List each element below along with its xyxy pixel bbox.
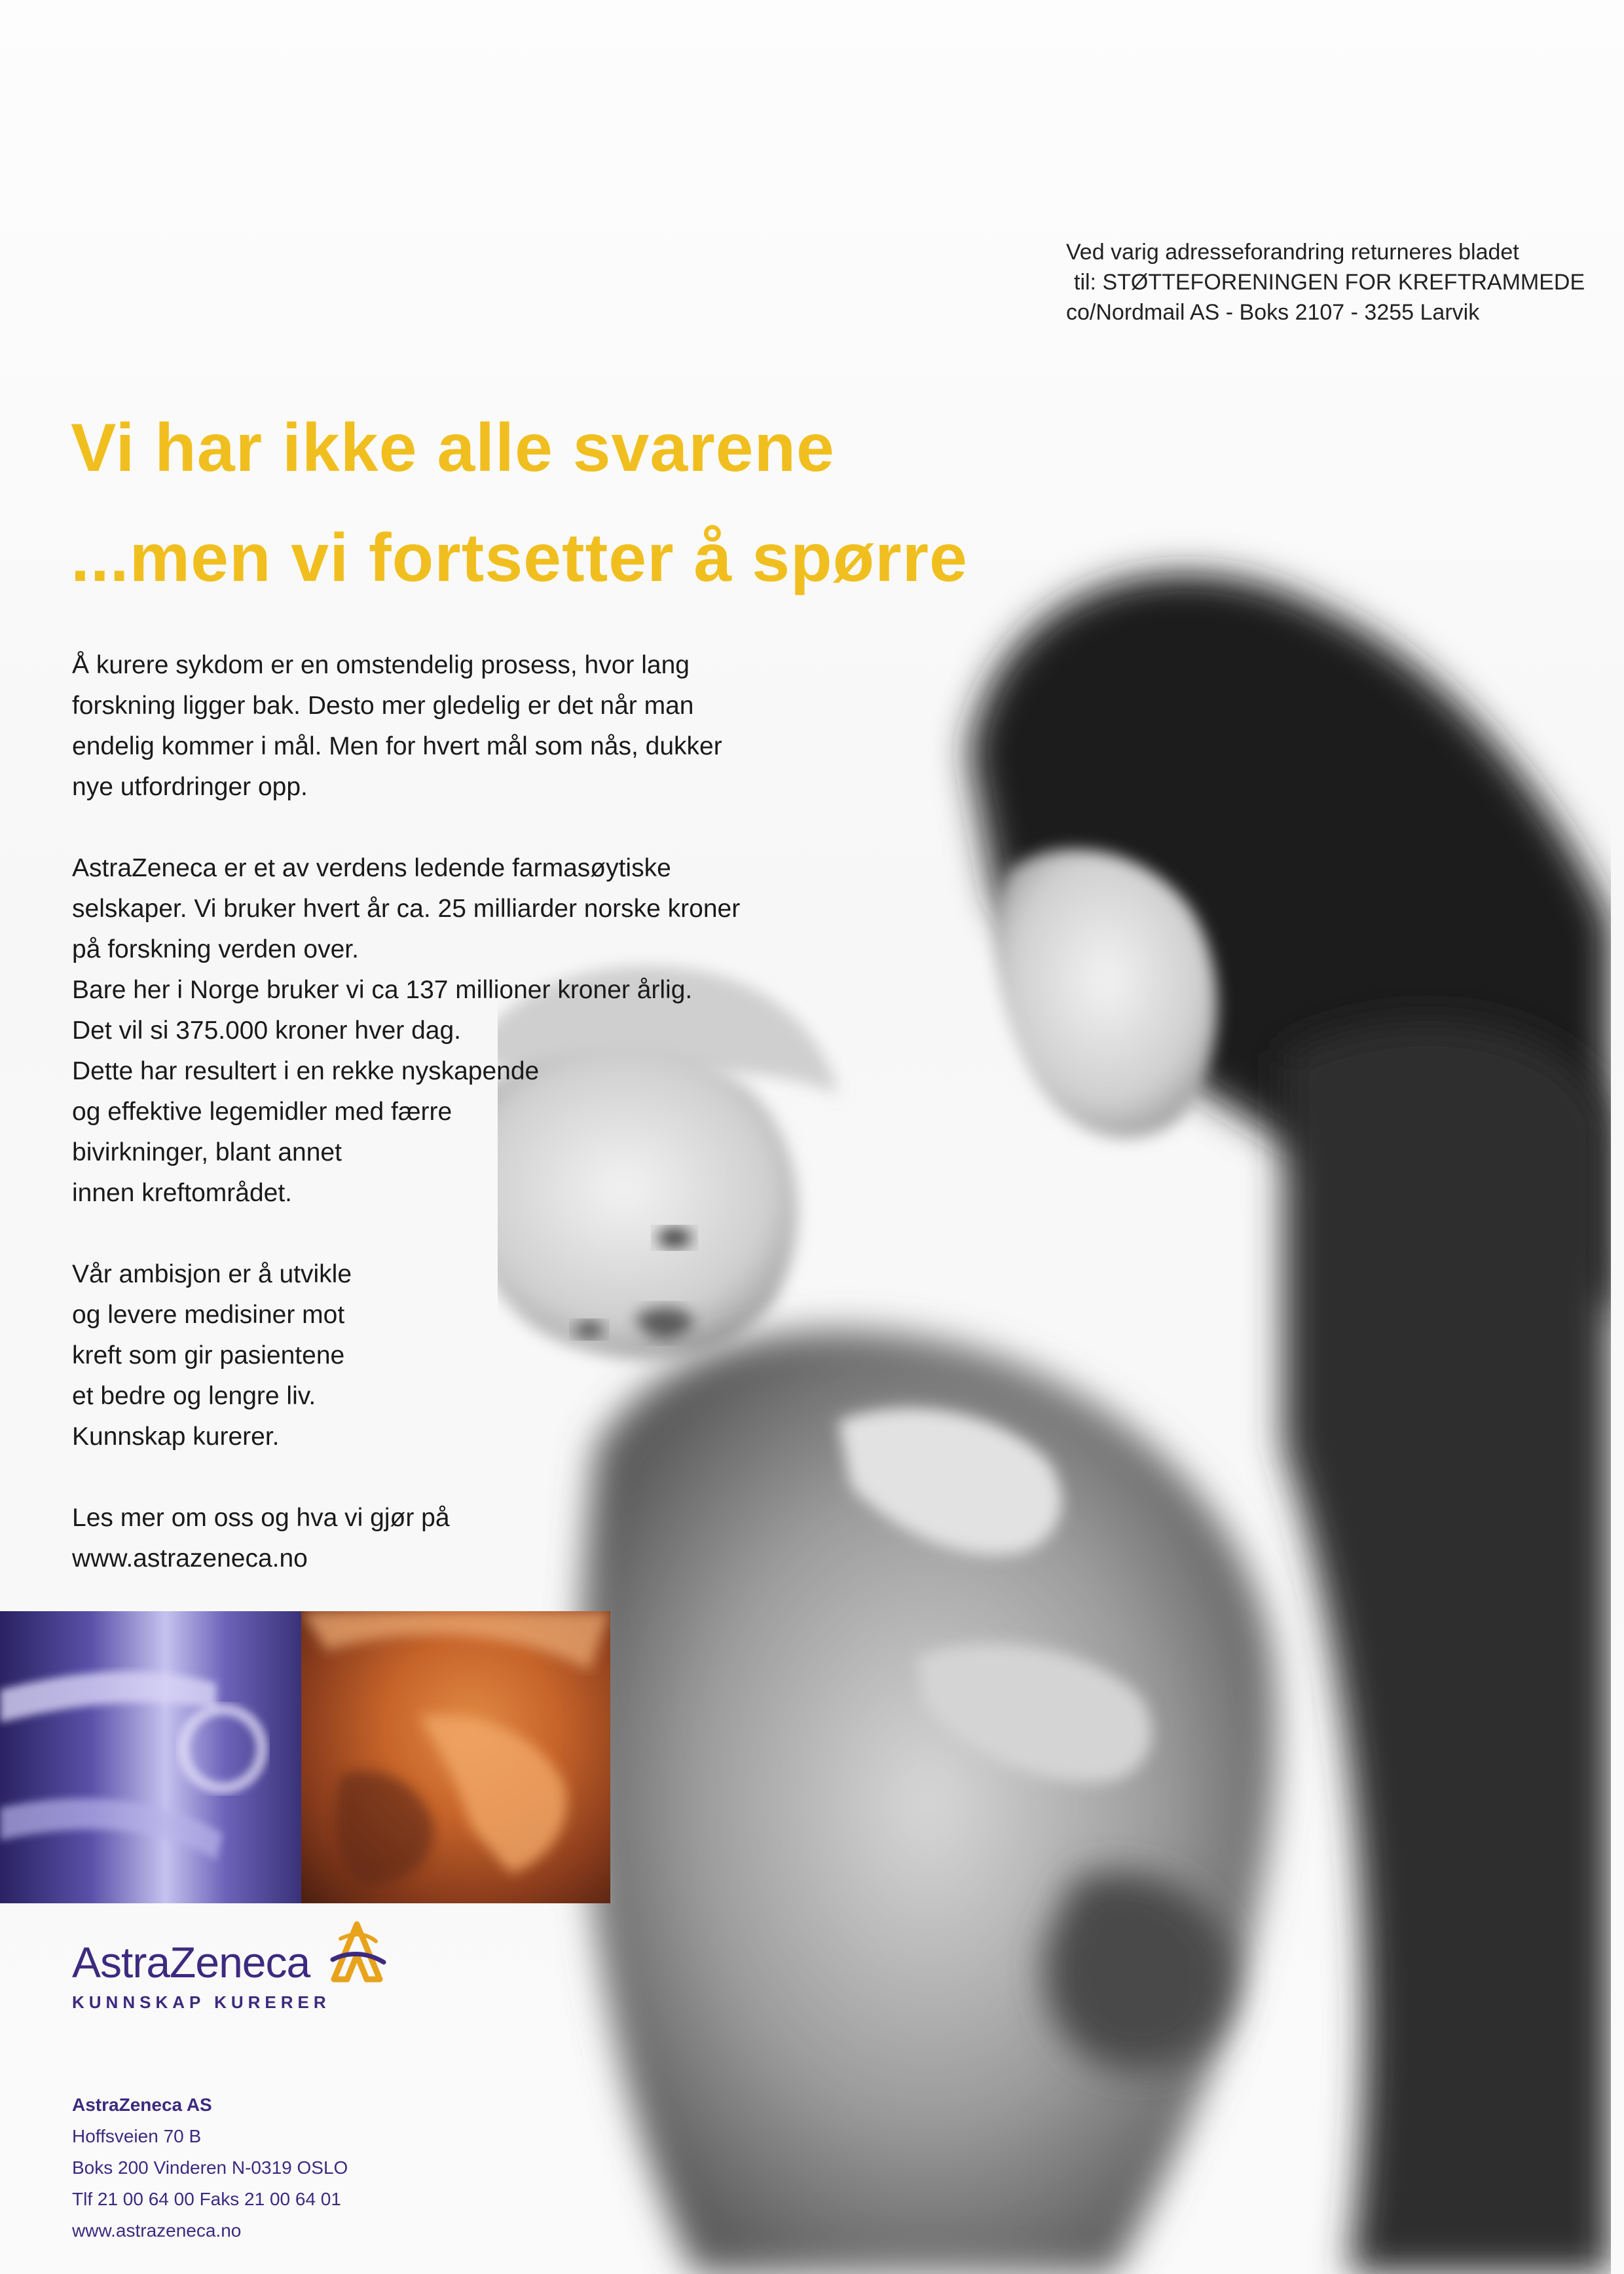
text-line: kreft som gir pasientene xyxy=(72,1341,345,1370)
address-street: Hoffsveien 70 B xyxy=(72,2126,202,2146)
return-notice-line2: til: STØTTEFORENINGEN FOR KREFTRAMMEDE xyxy=(1074,270,1585,295)
return-notice-line3: co/Nordmail AS - Boks 2107 - 3255 Larvik xyxy=(1066,300,1480,325)
text-line: AstraZeneca er et av verdens ledende farmasøytiske xyxy=(72,854,671,882)
text-line: selskaper. Vi bruker hvert år ca. 25 milliarder norske kroner xyxy=(72,895,741,923)
address-company: AstraZeneca AS xyxy=(72,2095,212,2115)
headline xyxy=(71,393,968,613)
text-line: forskning ligger bak. Desto mer gledelig er det når man xyxy=(72,692,694,720)
address-phone: Tlf 21 00 64 00 Faks 21 00 64 01 xyxy=(72,2189,341,2209)
body-copy xyxy=(72,645,858,1620)
paragraph-company xyxy=(72,848,858,1214)
return-address-notice xyxy=(1066,237,1603,327)
website-link[interactable]: www.astrazeneca.no xyxy=(72,1544,308,1573)
logo-wordmark: AstraZeneca xyxy=(72,1938,310,1986)
paragraph-ambition xyxy=(72,1254,858,1457)
image-strip xyxy=(0,1611,610,1903)
text-line: Vår ambisjon er å utvikle xyxy=(72,1260,352,1288)
text-line: bivirkninger, blant annet xyxy=(72,1138,342,1166)
logo-tagline: KUNNSKAP KURERER xyxy=(72,1992,331,2012)
address-web-link[interactable]: www.astrazeneca.no xyxy=(72,2220,242,2241)
xray-bones-illustration xyxy=(0,1611,301,1903)
paragraph-intro xyxy=(72,645,858,808)
text-line: Bare her i Norge bruker vi ca 137 millioner kroner årlig. xyxy=(72,976,693,1004)
torso-illustration xyxy=(301,1611,610,1903)
text-line: Les mer om oss og hva vi gjør på xyxy=(72,1504,450,1532)
headline-line2: ...men vi fortsetter å spørre xyxy=(71,520,968,596)
text-line: og effektive legemidler med færre xyxy=(72,1098,452,1126)
text-line: og levere medisiner mot xyxy=(72,1301,345,1329)
body-photo xyxy=(301,1611,610,1903)
headline-line1: Vi har ikke alle svarene xyxy=(71,410,835,486)
return-notice-line1: Ved varig adresseforandring returneres bladet xyxy=(1066,240,1519,265)
text-line: nye utfordringer opp. xyxy=(72,773,308,801)
text-line: Kunnskap kurerer. xyxy=(72,1423,280,1451)
astrazeneca-logo xyxy=(72,1939,331,2013)
paragraph-read-more xyxy=(72,1498,858,1579)
xray-image xyxy=(0,1611,301,1903)
text-line: et bedre og lengre liv. xyxy=(72,1382,316,1410)
text-line: endelig kommer i mål. Men for hvert mål som nås, dukker xyxy=(72,732,722,760)
address-postbox: Boks 200 Vinderen N-0319 OSLO xyxy=(72,2157,348,2178)
text-line: Å kurere sykdom er en omstendelig prosess, hvor lang xyxy=(72,651,690,679)
company-address xyxy=(72,2089,348,2246)
astrazeneca-logo-mark-icon xyxy=(321,1919,393,1991)
text-line: innen kreftområdet. xyxy=(72,1179,293,1207)
text-line: Det vil si 375.000 kroner hver dag. xyxy=(72,1016,461,1045)
text-line: på forskning verden over. xyxy=(72,935,359,963)
text-line: Dette har resultert i en rekke nyskapende xyxy=(72,1057,540,1085)
